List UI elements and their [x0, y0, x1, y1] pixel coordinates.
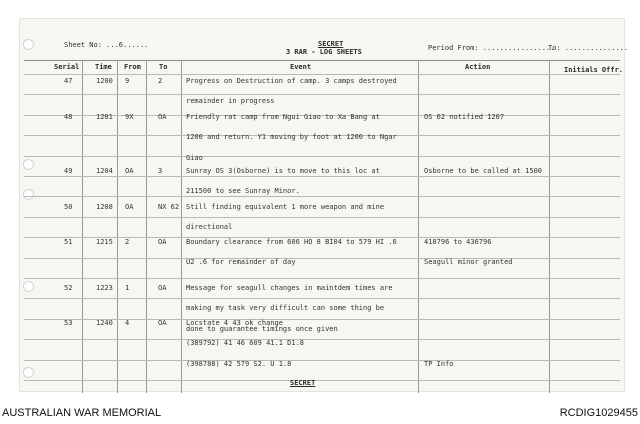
row-serial: 50	[64, 203, 73, 211]
ruled-line	[24, 339, 620, 340]
row-from: 1	[125, 284, 130, 292]
row-event-line: Giao	[186, 153, 203, 162]
row-time: 1215	[96, 238, 113, 246]
table-top-rule	[24, 60, 620, 61]
archive-name: AUSTRALIAN WAR MEMORIAL	[2, 407, 162, 419]
row-action-line: TP Info	[424, 359, 454, 368]
col-header-time: Time	[95, 63, 112, 71]
ruled-line	[24, 74, 620, 75]
col-header-from: From	[124, 63, 141, 71]
ruled-line	[24, 217, 620, 218]
row-from: 9X	[125, 113, 134, 121]
punch-hole	[23, 39, 34, 50]
period-from: Period From: .................	[428, 44, 555, 52]
column-divider	[146, 60, 147, 393]
col-header-event: Event	[290, 63, 312, 71]
classification-top: SECRET	[318, 40, 344, 48]
row-event-line: U2 .6 for remainder of day	[186, 258, 296, 267]
row-serial: 53	[64, 319, 73, 327]
archive-reference: RCDIG1029455	[559, 407, 638, 419]
col-header-serial: Serial	[54, 63, 80, 71]
col-header-to: To	[159, 63, 168, 71]
classification-bottom: SECRET	[290, 379, 316, 387]
row-event-line: 1200 and return. Y1 moving by foot at 1200 to Ngar	[186, 133, 397, 142]
row-event-line: directional	[186, 223, 233, 232]
row-from: 9	[125, 77, 130, 85]
sheet-number: Sheet No: ...6......	[64, 41, 149, 49]
column-divider	[117, 60, 118, 393]
ruled-line	[24, 278, 620, 279]
row-event-line: Boundary clearance from 606 HO 8 BI04 to 579 HI .6	[186, 238, 397, 246]
row-to: 2	[158, 77, 163, 85]
row-event-line: Friendly rat camp from Ngui Giao to Xa Bang at	[186, 113, 380, 121]
column-divider	[181, 60, 182, 393]
row-time: 1240	[96, 319, 113, 327]
row-from: 2	[125, 238, 130, 246]
row-action-line: 418796 to 436796	[424, 238, 492, 246]
row-event-line: 211500 to see Sunray Minor.	[186, 187, 300, 196]
ruled-line	[24, 94, 620, 95]
row-serial: 49	[64, 167, 73, 175]
punch-hole	[23, 367, 34, 378]
row-event-line: (389792) 41 46 609 41.1 D1.8	[186, 339, 305, 348]
row-to: OA	[158, 238, 167, 246]
column-divider	[549, 60, 550, 393]
row-event-line: Still finding equivalent 1 more weapon and mine	[186, 203, 385, 211]
period-to: To: ...............	[548, 44, 629, 52]
row-event-line: remainder in progress	[186, 97, 275, 106]
row-serial: 47	[64, 77, 73, 85]
row-to: NX 62	[158, 203, 180, 211]
ruled-line	[24, 360, 620, 361]
column-divider	[418, 60, 419, 393]
col-header-initials: Initials Offr.	[564, 66, 624, 74]
row-to: 3	[158, 167, 163, 175]
row-event-line: making my task very difficult can some thing be	[186, 304, 385, 313]
unit-title: 3 RAR - LOG SHEETS	[286, 48, 362, 56]
row-time: 1223	[96, 284, 113, 292]
row-action-line: Osborne to be called at 1500	[424, 167, 543, 175]
row-event-line: Sunray OS 3(Osborne) is to move to this loc at	[186, 167, 380, 175]
row-action-line: Seagull minor granted	[424, 258, 513, 267]
ruled-line	[24, 298, 620, 299]
row-time: 1200	[96, 77, 113, 85]
row-time: 1204	[96, 167, 113, 175]
punch-hole	[23, 281, 34, 292]
row-event-line: Progress on Destruction of camp. 3 camps destroyed	[186, 77, 397, 85]
row-time: 1201	[96, 113, 113, 121]
row-time: 1208	[96, 203, 113, 211]
row-serial: 52	[64, 284, 73, 292]
punch-hole	[23, 189, 34, 200]
column-divider	[82, 60, 83, 393]
log-sheet	[19, 18, 629, 392]
ruled-line	[24, 380, 620, 381]
row-event-line: done to guarantee timings once given	[186, 324, 338, 333]
row-event-line: Message for seagull changes in maintdem times are	[186, 284, 393, 292]
col-header-action: Action	[465, 63, 491, 71]
ruled-line	[24, 156, 620, 157]
row-action-line: OS 62 notified 1207	[424, 113, 505, 121]
row-to: OA	[158, 284, 167, 292]
archive-footer	[0, 402, 640, 424]
punch-hole	[23, 159, 34, 170]
ruled-line	[24, 176, 620, 177]
row-event-line: (398788) 42 579 S2. U 1.8	[186, 359, 292, 368]
row-from: 4	[125, 319, 130, 327]
row-to: OA	[158, 113, 167, 121]
ruled-line	[24, 196, 620, 197]
row-event-line: Locstate 4 43 ok change	[186, 319, 283, 327]
ruled-line	[24, 319, 620, 320]
row-serial: 51	[64, 238, 73, 246]
row-to: OA	[158, 319, 167, 327]
ruled-line	[24, 258, 620, 259]
row-from: OA	[125, 167, 134, 175]
row-from: OA	[125, 203, 134, 211]
row-serial: 48	[64, 113, 73, 121]
